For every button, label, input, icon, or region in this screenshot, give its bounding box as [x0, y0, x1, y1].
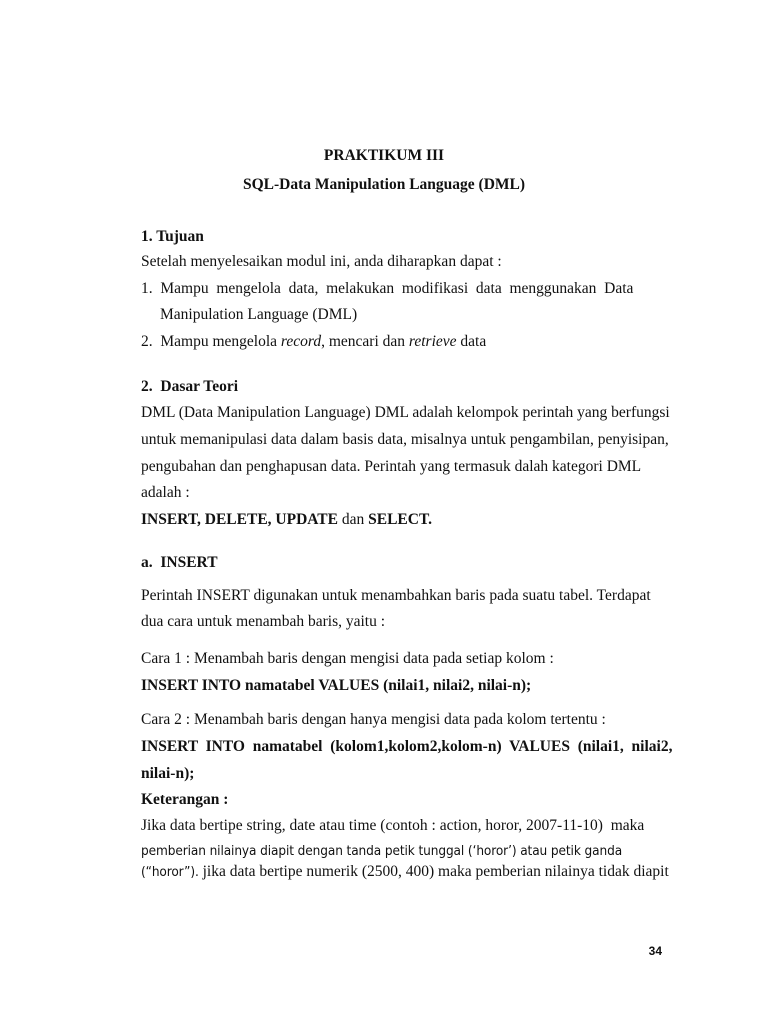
keterangan-line-rest: jika data bertipe numerik (2500, 400) maka pemberian nilainya tidak diapit	[198, 863, 669, 880]
cara-2-text: Cara 2 : Menambah baris dengan hanya mengisi data pada kolom tertentu :	[141, 711, 606, 728]
retrieve-term: retrieve	[408, 333, 457, 350]
keterangan-line: Jika data bertipe string, date atau time (contoh : action, horor, 2007-11-10) maka	[141, 817, 645, 834]
section-heading-dasar-teori: 2. Dasar Teori	[141, 378, 239, 395]
tujuan-item-1: 1. Mampu mengelola data, melakukan modifikasi data menggunakan Data	[141, 280, 634, 297]
tujuan-intro: Setelah menyelesaikan modul ini, anda diharapkan dapat :	[141, 253, 502, 270]
page-number: 34	[648, 944, 662, 958]
cara-1-sql: INSERT INTO namatabel VALUES (nilai1, nilai2, nilai-n);	[141, 677, 532, 694]
record-term: record	[280, 333, 322, 350]
cara-2-sql: INSERT INTO namatabel (kolom1,kolom2,kolom-n) VALUES (nilai1, nilai2,	[141, 738, 673, 755]
tujuan-item-2	[141, 332, 661, 352]
tujuan-item-2-text: data	[456, 333, 487, 350]
page-subtitle: SQL-Data Manipulation Language (DML)	[242, 176, 526, 193]
dasar-teori-line: adalah :	[141, 484, 190, 501]
dml-commands-dan: dan	[337, 511, 369, 528]
tujuan-item-1-cont: Manipulation Language (DML)	[160, 306, 358, 323]
dasar-teori-line: DML (Data Manipulation Language) DML adalah kelompok perintah yang berfungsi	[141, 404, 670, 421]
dml-commands	[141, 510, 661, 530]
subsection-heading-insert: a. INSERT	[141, 554, 218, 571]
dml-commands-select: SELECT.	[368, 511, 433, 528]
page-title: PRAKTIKUM III	[323, 147, 445, 164]
insert-paragraph-line: Perintah INSERT digunakan untuk menambahkan baris pada suatu tabel. Terdapat	[141, 587, 651, 604]
cara-2-sql-cont: nilai-n);	[141, 765, 195, 782]
dasar-teori-line: untuk memanipulasi data dalam basis data, misalnya untuk pengambilan, penyisipan,	[141, 431, 669, 448]
horor-quoted: (“horor”).	[141, 864, 199, 880]
section-heading-tujuan: 1. Tujuan	[141, 228, 204, 245]
tujuan-item-2-text: , mencari dan	[321, 333, 409, 350]
dml-commands-bold: INSERT, DELETE, UPDATE	[141, 511, 338, 528]
keterangan-line	[141, 862, 669, 882]
cara-1-text: Cara 1 : Menambah baris dengan mengisi data pada setiap kolom :	[141, 650, 554, 667]
keterangan-line: pemberian nilainya diapit dengan tanda petik tunggal (‘horor’) atau petik ganda	[141, 843, 623, 859]
dasar-teori-line: pengubahan dan penghapusan data. Perintah yang termasuk dalah kategori DML	[141, 458, 642, 475]
tujuan-item-2-text: 2. Mampu mengelola	[141, 333, 281, 350]
keterangan-heading: Keterangan :	[141, 791, 229, 808]
insert-paragraph-line: dua cara untuk menambah baris, yaitu :	[141, 613, 386, 630]
